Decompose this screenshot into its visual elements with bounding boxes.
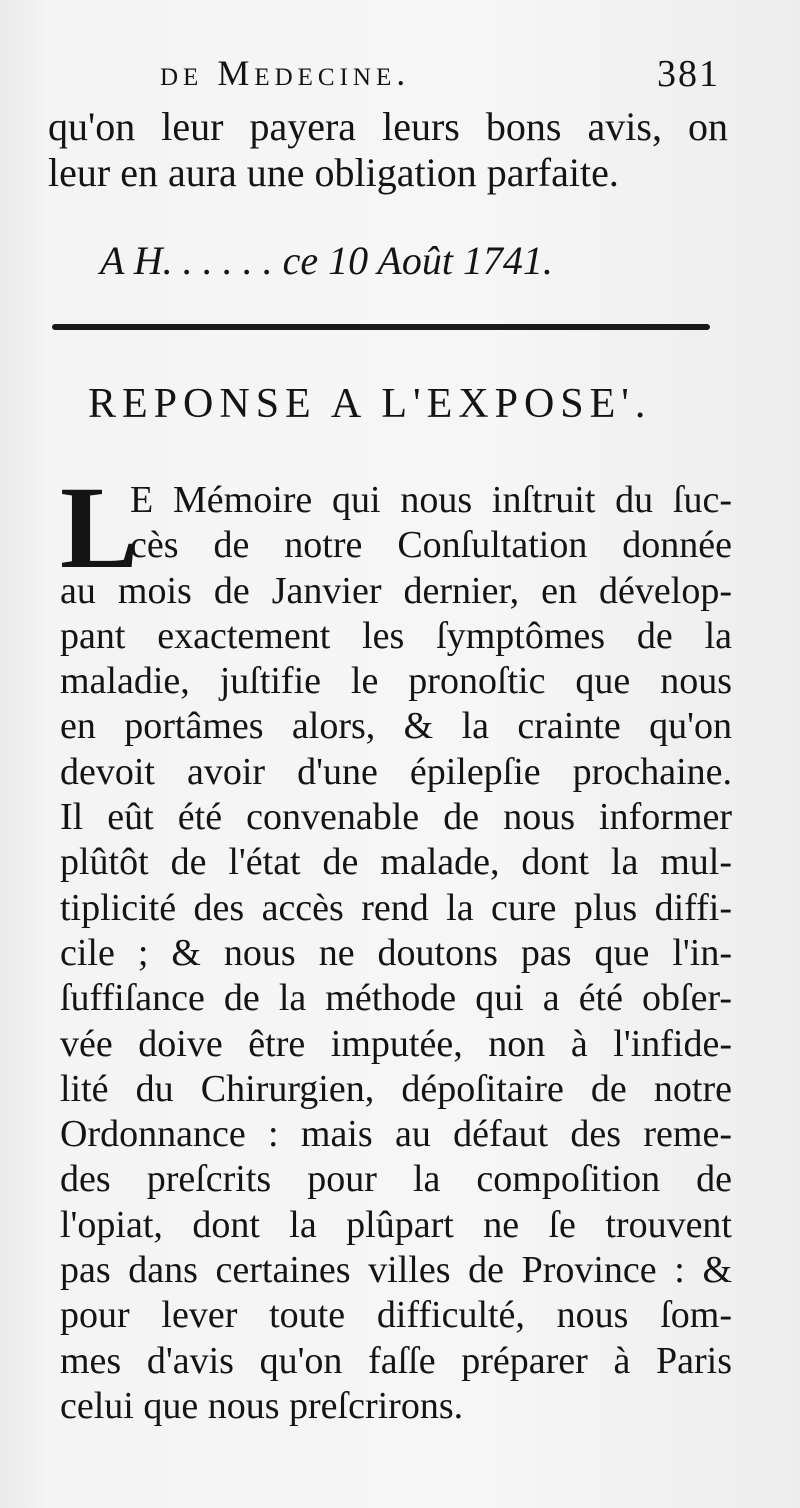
page-number: 381: [657, 53, 720, 95]
text-line: vée doive être imputée, non à l'infide-: [60, 1022, 732, 1065]
text-line: ſuffiſance de la méthode qui a été obſer-: [60, 977, 732, 1020]
text-line: Ordonnance : mais au défaut des reme-: [60, 1113, 732, 1156]
text-line: devoit avoir d'une épilepſie prochaine.: [60, 750, 732, 793]
text-line: leur en aura une obligation parfaite.: [48, 150, 619, 195]
text-line: en portâmes alors, & la crainte qu'on: [60, 705, 732, 748]
text-line: pas dans certaines villes de Province : &: [60, 1249, 732, 1292]
text-line: l'opiat, dont la plûpart ne ſe trouvent: [60, 1203, 732, 1246]
continued-paragraph: [48, 104, 728, 196]
response-paragraph: [60, 462, 732, 1429]
text-line: pour lever toute difficulté, nous ſom-: [60, 1294, 732, 1337]
text-line: Il eût été convenable de nous informer: [60, 796, 732, 839]
section-heading: REPONSE A L'EXPOSE'.: [88, 381, 652, 427]
text-line: des preſcrits pour la compoſition de: [60, 1158, 732, 1201]
dateline: A H. . . . . . ce 10 Août 1741.: [100, 238, 553, 283]
text-line: cès de notre Conſultation donnée: [130, 524, 732, 567]
text-line: celui que nous preſcrirons.: [60, 1384, 464, 1427]
text-line: mes d'avis qu'on faſſe préparer à Paris: [60, 1339, 732, 1382]
text-line: plûtôt de l'état de malade, dont la mul-: [60, 841, 732, 884]
text-line: qu'on leur payera leurs bons avis, on: [48, 104, 728, 149]
text-line: cile ; & nous ne doutons pas que l'in-: [60, 931, 732, 974]
text-line: lité du Chirurgien, dépoſitaire de notre: [60, 1067, 732, 1110]
text-line: maladie, juſtifie le pronoſtic que nous: [60, 660, 732, 703]
text-line: E Mémoire qui nous inſtruit du ſuc-: [130, 479, 732, 521]
running-head: [150, 52, 720, 98]
running-title: de Medecine.: [160, 53, 411, 93]
text-line: au mois de Janvier dernier, en dévelop-: [60, 569, 732, 612]
drop-cap: L: [60, 462, 139, 593]
section-divider-rule: [52, 324, 710, 330]
text-line: tiplicité des accès rend la cure plus diffi-: [60, 886, 732, 929]
text-line: pant exactement les ſymptômes de la: [60, 614, 732, 657]
